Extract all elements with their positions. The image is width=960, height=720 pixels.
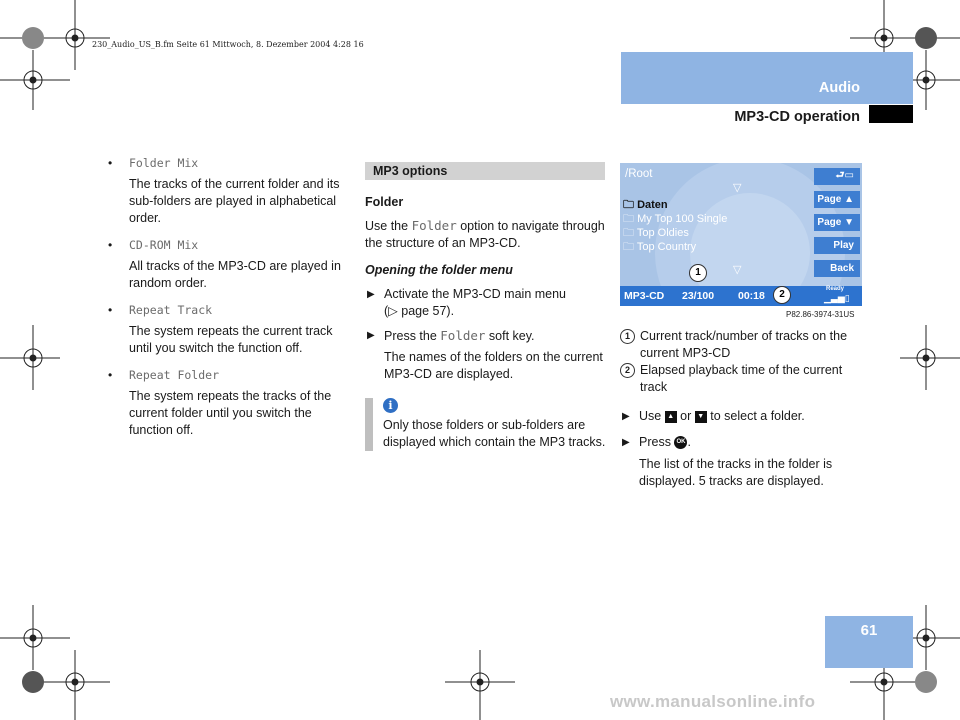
down-key-icon: ▼ [695,411,707,423]
figure-ref: P82.86-3974-31US [786,310,855,319]
header-band [621,52,913,104]
signal-icon: ▁▃▅▯ [824,293,850,303]
elapsed-time: 00:18 [738,290,765,302]
up-key-icon: ▲ [665,411,677,423]
folder-icon: 🗀 [623,213,638,225]
folder-row[interactable]: 🗀 My Top 100 Single [623,213,728,225]
arrow-down-icon: ▼ [844,217,854,228]
info-icon: i [383,398,398,413]
display-screen [620,163,862,306]
list-item: • Folder Mix [108,156,199,170]
page-number-box [825,616,913,668]
option-name: Repeat Folder [129,368,220,382]
opening-heading: Opening the folder menu [365,263,513,277]
list-item: • Repeat Folder [108,368,220,382]
folder-icon: 🗀 [623,241,637,253]
subheading: Folder [365,195,404,209]
status-bar [620,286,862,306]
page-up-button[interactable]: Page ▲ [814,191,860,208]
step: ▶ Use ▲ or ▼ to select a folder. [622,409,805,423]
callout-1: 1 [689,264,707,282]
section-title: Audio [818,80,860,96]
option-list [105,155,350,449]
header-marker [869,105,913,123]
back-button[interactable]: Back [814,260,860,277]
play-button[interactable]: Play [814,237,860,254]
step-result: The list of the tracks in the folder is displayed. 5 tracks are displayed. [639,457,833,488]
page-number: 61 [860,622,878,639]
legend-item: 1 Current track/number of tracks on the current MP3-CD [620,328,870,362]
folder-row[interactable]: 🗀 Top Oldies [623,227,689,239]
legend-item: 2 Elapsed playback time of the current track [620,362,870,396]
step: ▶ Press OK . [622,435,691,449]
subsection-title: MP3-CD operation [734,109,860,125]
step: ▶ Activate the MP3-CD main menu (▷ page 57). [367,287,567,318]
option-desc: The system repeats the tracks of the current folder until you switch the function off. [129,389,332,437]
option-name: Repeat Track [129,303,213,317]
folder-icon: 🗀 [623,199,638,211]
file-info: 230_Audio_US_B.fm Seite 61 Mittwoch, 8. Dezember 2004 4:28 16 [92,40,364,49]
scroll-down-icon: ▽ [733,264,742,276]
list-item: • Repeat Track [108,303,213,317]
folder-row[interactable]: 🗀 Top Country [623,241,697,253]
source-label: MP3-CD [624,290,665,302]
page-down-button[interactable]: Page ▼ [814,214,860,231]
folder-row[interactable]: 🗀 Daten [623,199,668,211]
arrow-up-icon: ▲ [844,194,854,205]
note-text: Only those folders or sub-folders are displayed which contain the MP3 tracks. [383,418,606,449]
ready-label: Ready [826,286,845,292]
ok-key-icon: OK [674,436,687,449]
option-desc: The tracks of the current folder and its sub-folders are played in alphabetical order. [129,177,340,225]
folder-path: /Root [625,168,653,180]
step: ▶ Press the Folder soft key. [367,328,535,343]
return-button[interactable] [814,168,860,185]
folder-icon: 🗀 [623,227,637,239]
watermark: www.manualsonline.info [610,692,816,711]
scroll-up-icon: ▽ [733,182,742,194]
intro-text: Use the Folder option to navigate through the structure of an MP3-CD. [365,218,605,250]
callout-2: 2 [773,286,791,304]
section-heading: MP3 options [365,162,605,180]
instructions [620,328,870,490]
return-icon: ⮐▭ [835,170,854,181]
option-name: Folder Mix [129,156,199,170]
info-note [365,398,623,451]
list-item: • CD-ROM Mix [108,238,199,252]
option-desc: The system repeats the current track until you switch the function off. [129,324,333,355]
option-name: CD-ROM Mix [129,238,199,252]
step-result: The names of the folders on the current MP3-CD are displayed. [384,350,603,381]
mp3-options [365,162,605,383]
track-counter: 23/100 [682,290,715,302]
option-desc: All tracks of the MP3-CD are played in random order. [129,259,341,290]
